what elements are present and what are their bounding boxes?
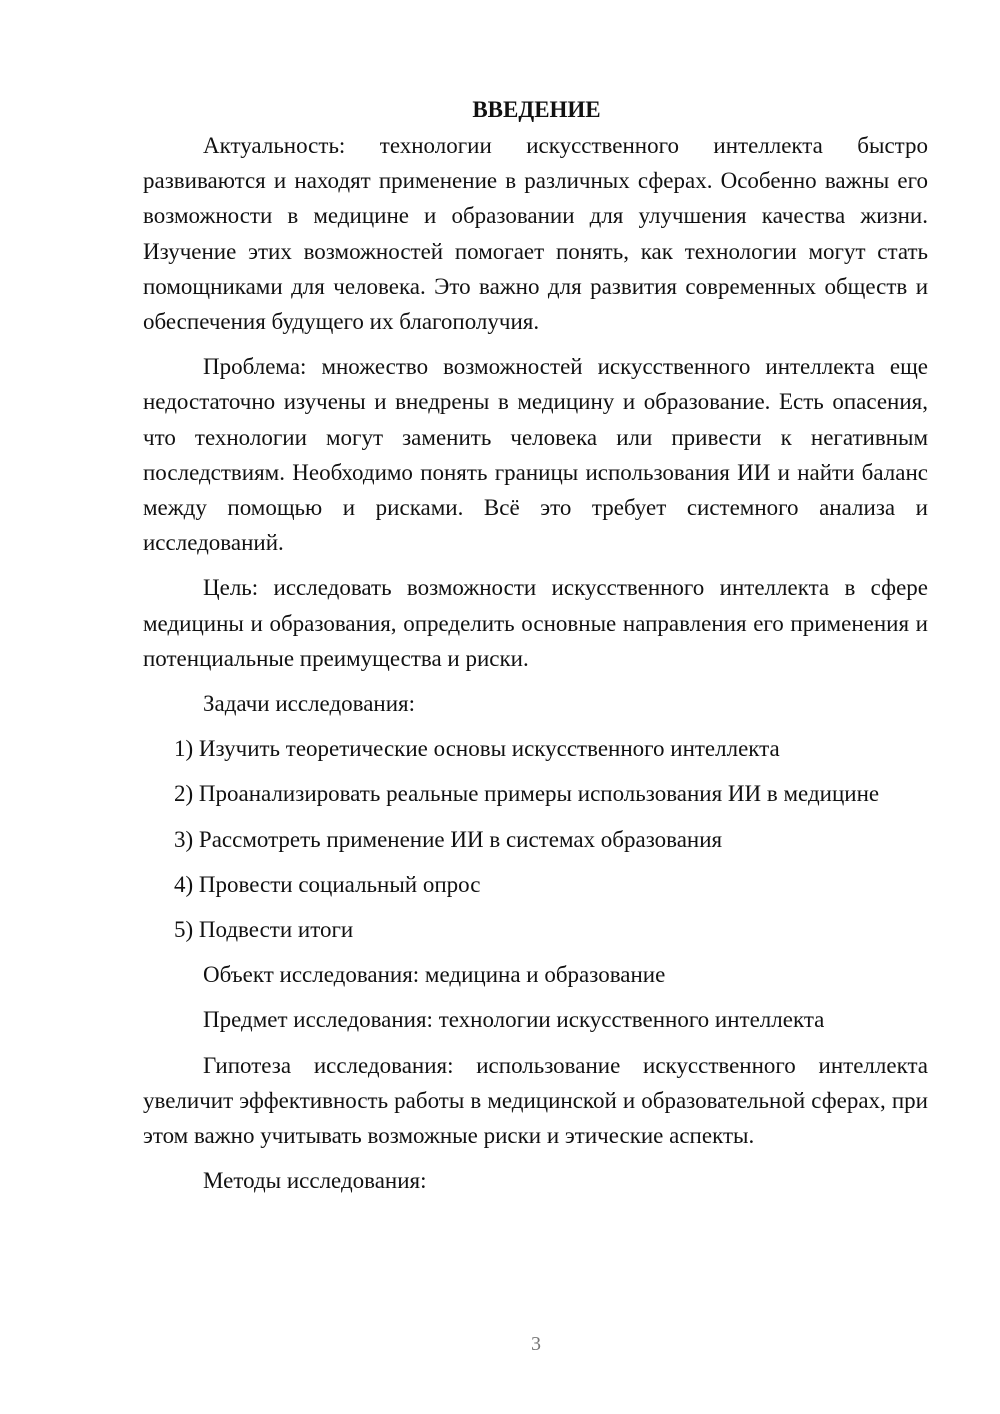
hypothesis-paragraph: Гипотеза исследования: использование искусственного интеллекта увеличит эффективность работы в медицинской и образовательной сферах, при этом важно учитывать возможные риски и этические аспекты.	[143, 1052, 928, 1149]
task-item-5: 5) Подвести итоги	[174, 917, 354, 943]
document-page	[143, 92, 928, 1208]
relevance-paragraph: Актуальность: технологии искусственного интеллекта быстро развиваются и находят применение в различных сферах. Особенно важны его возможности в медицине и образовании для улучшения качества жизни. Изучение этих возможностей помогает понять, как технологии могут стать помощниками для человека. Это важно для развития современных обществ и обеспечения будущего их благополучия.	[143, 133, 928, 335]
section-title: ВВЕДЕНИЕ	[472, 97, 601, 122]
task-item-2: 2) Проанализировать реальные примеры использования ИИ в медицине	[174, 781, 880, 807]
methods-heading: Методы исследования:	[203, 1168, 427, 1194]
goal-paragraph: Цель: исследовать возможности искусственного интеллекта в сфере медицины и образования, определить основные направления его применения и потенциальные преимущества и риски.	[143, 575, 928, 671]
task-item-1: 1) Изучить теоретические основы искусственного интеллекта	[174, 736, 780, 762]
research-object: Объект исследования: медицина и образование	[203, 962, 666, 988]
tasks-heading: Задачи исследования:	[203, 691, 416, 717]
task-item-4: 4) Провести социальный опрос	[174, 871, 481, 897]
research-subject: Предмет исследования: технологии искусственного интеллекта	[203, 1007, 825, 1033]
problem-paragraph: Проблема: множество возможностей искусственного интеллекта еще недостаточно изучены и внедрены в медицину и образование. Есть опасения, что технологии могут заменить человека или привести к негативным последствиям. Необходимо понять границы использования ИИ и найти баланс между помощью и рисками. Всё это требует системного анализа и исследований.	[143, 354, 928, 556]
task-item-3: 3) Рассмотреть применение ИИ в системах образования	[174, 826, 723, 852]
page-number: 3	[531, 1333, 541, 1355]
